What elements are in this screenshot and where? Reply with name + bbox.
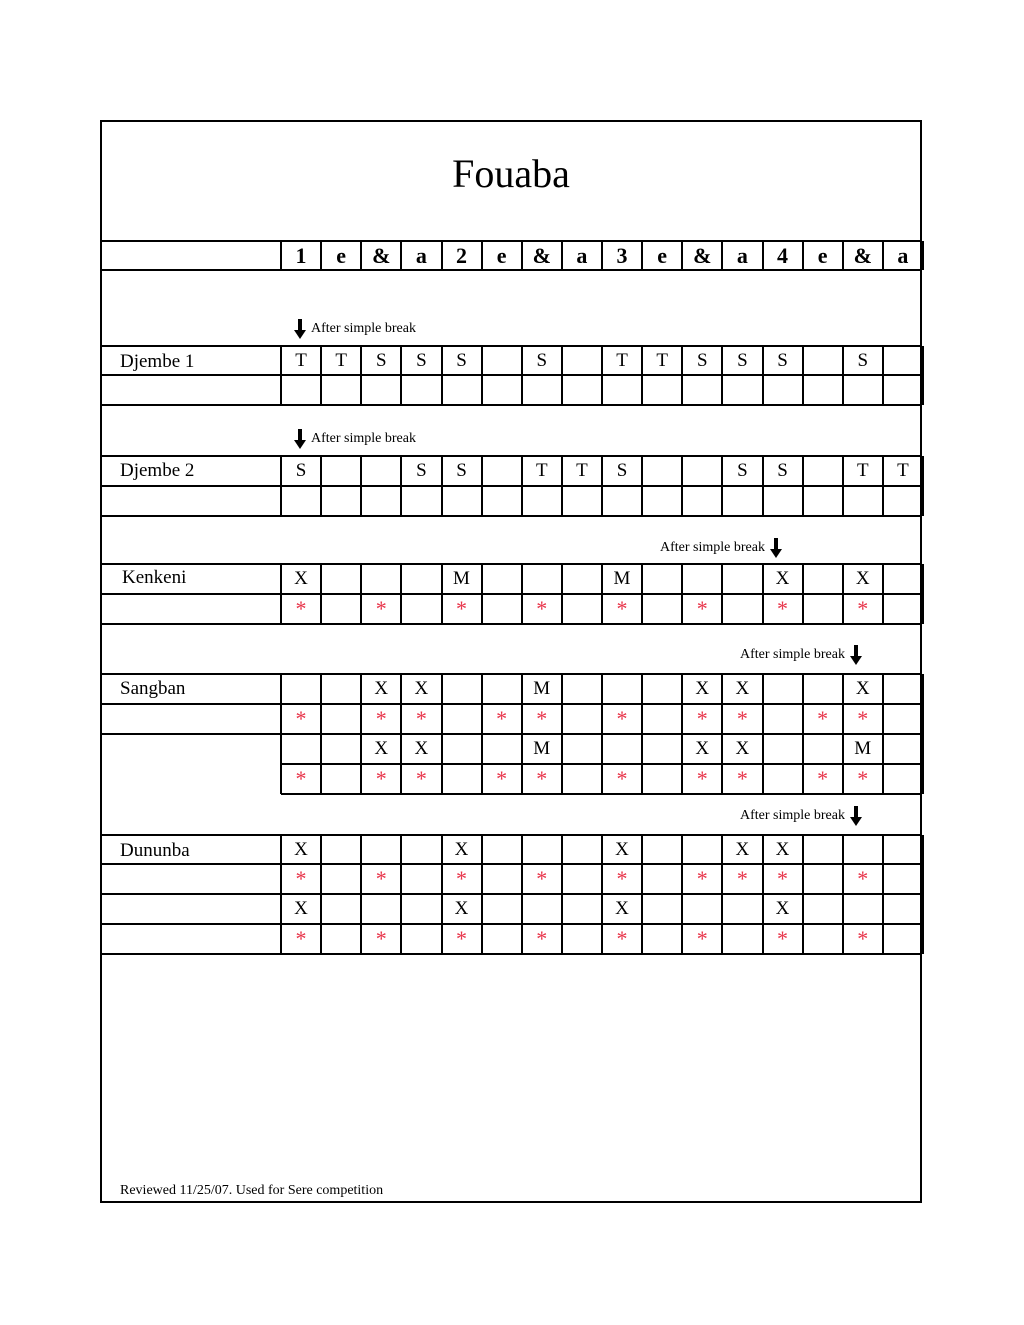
pattern-star: * — [456, 866, 467, 891]
instrument-label: Dununba — [120, 840, 190, 861]
pattern-cell: X — [294, 898, 308, 919]
break-note-text: After simple break — [740, 647, 845, 662]
pattern-star: * — [696, 766, 708, 791]
pattern-star: * — [616, 866, 628, 891]
pattern-star: * — [777, 596, 788, 621]
pattern-cell: S — [737, 460, 748, 481]
pattern-star: * — [456, 926, 467, 951]
break-note-text: After simple break — [660, 540, 765, 555]
pattern-star: * — [777, 926, 788, 951]
break-note — [740, 644, 863, 666]
pattern-star: * — [736, 766, 748, 791]
pattern-star: * — [736, 706, 748, 731]
pattern-cell: M — [533, 738, 551, 759]
pattern-star: * — [857, 866, 869, 891]
instrument-label: Djembe 1 — [120, 351, 195, 372]
pattern-cell: S — [857, 350, 869, 371]
pattern-cell: T — [295, 350, 307, 371]
instrument-label: Sangban — [120, 678, 186, 699]
pattern-cell: T — [535, 460, 548, 481]
beat-header-14: & — [853, 243, 872, 268]
pattern-cell: S — [696, 350, 708, 371]
pattern-cell: X — [775, 839, 790, 860]
pattern-cell: X — [414, 738, 429, 759]
pattern-cell: S — [295, 460, 307, 481]
pattern-cell: X — [615, 898, 629, 919]
pattern-star: * — [857, 766, 869, 791]
beat-header-5: e — [496, 243, 507, 268]
break-note — [293, 318, 416, 340]
pattern-cell: S — [777, 460, 788, 481]
pattern-star: * — [817, 766, 829, 791]
pattern-star: * — [295, 766, 307, 791]
pattern-cell: S — [456, 460, 467, 481]
beat-header-3: a — [415, 243, 427, 268]
break-note-text: After simple break — [311, 431, 416, 446]
pattern-star: * — [295, 706, 307, 731]
pattern-star: * — [857, 706, 869, 731]
pattern-cell: S — [456, 350, 467, 371]
pattern-star: * — [375, 866, 387, 891]
pattern-cell: S — [536, 350, 548, 371]
arrow-down-icon — [293, 318, 307, 340]
beat-header-8: 3 — [616, 243, 628, 268]
pattern-cell: X — [615, 839, 629, 860]
column-divider — [922, 346, 924, 405]
pattern-cell: M — [533, 678, 551, 699]
column-divider — [681, 456, 683, 516]
pattern-star: * — [616, 706, 628, 731]
pattern-cell: X — [374, 678, 389, 699]
pattern-cell: S — [416, 460, 427, 481]
break-note — [293, 428, 416, 450]
pattern-cell: T — [335, 350, 347, 371]
pattern-cell: T — [616, 350, 628, 371]
pattern-cell: M — [854, 738, 872, 759]
pattern-cell: X — [695, 678, 710, 699]
pattern-star: * — [496, 766, 508, 791]
pattern-star: * — [375, 926, 387, 951]
pattern-cell: S — [375, 350, 387, 371]
footer-note: Reviewed 11/25/07. Used for Sere competition — [120, 1183, 384, 1198]
pattern-star: * — [696, 866, 708, 891]
pattern-star: * — [777, 866, 788, 891]
pattern-cell: X — [294, 568, 308, 589]
pattern-star: * — [375, 596, 387, 621]
instrument-label: Djembe 2 — [120, 460, 195, 481]
pattern-cell: X — [695, 738, 710, 759]
pattern-star: * — [295, 866, 307, 891]
pattern-star: * — [536, 866, 548, 891]
pattern-star: * — [857, 596, 869, 621]
pattern-star: * — [817, 706, 829, 731]
arrow-down-icon — [849, 644, 863, 666]
beat-header-13: e — [817, 243, 828, 268]
pattern-cell: S — [416, 350, 427, 371]
beat-header-0: 1 — [295, 243, 307, 268]
pattern-cell: M — [613, 568, 631, 589]
pattern-star: * — [536, 706, 548, 731]
beat-header-15: a — [897, 243, 909, 268]
pattern-cell: T — [897, 460, 909, 481]
column-divider — [922, 835, 924, 954]
beat-header-2: & — [372, 243, 391, 268]
pattern-star: * — [375, 766, 387, 791]
pattern-cell: S — [777, 350, 788, 371]
pattern-star: * — [536, 596, 548, 621]
pattern-cell: T — [576, 460, 588, 481]
pattern-star: * — [295, 596, 307, 621]
row-line — [100, 404, 922, 406]
beat-header-12: 4 — [777, 243, 788, 268]
pattern-cell: X — [454, 839, 469, 860]
pattern-star: * — [696, 706, 708, 731]
pattern-star: * — [696, 926, 708, 951]
pattern-star: * — [415, 766, 427, 791]
instrument-label: Kenkeni — [122, 567, 187, 588]
beat-header-4: 2 — [456, 243, 467, 268]
column-divider — [922, 564, 924, 624]
pattern-cell: T — [856, 460, 869, 481]
pattern-cell: X — [855, 678, 870, 699]
break-note-text: After simple break — [311, 321, 416, 336]
beat-header-6: & — [532, 243, 551, 268]
pattern-cell: X — [374, 738, 389, 759]
pattern-star: * — [616, 766, 628, 791]
pattern-star: * — [616, 926, 628, 951]
beat-header-11: a — [736, 243, 748, 268]
pattern-cell: X — [775, 898, 790, 919]
pattern-star: * — [375, 706, 387, 731]
pattern-cell: X — [775, 568, 790, 589]
beat-header-7: a — [576, 243, 588, 268]
pattern-star: * — [736, 866, 748, 891]
pattern-cell: M — [453, 568, 470, 589]
pattern-cell: X — [454, 898, 469, 919]
pattern-cell: S — [737, 350, 748, 371]
pattern-cell: X — [735, 678, 750, 699]
row-line — [100, 673, 922, 675]
row-line — [100, 515, 922, 517]
pattern-star: * — [536, 766, 548, 791]
beat-header-10: & — [693, 243, 712, 268]
pattern-star: * — [536, 926, 548, 951]
arrow-down-icon — [769, 537, 783, 559]
pattern-star: * — [456, 596, 467, 621]
pattern-cell: X — [735, 738, 750, 759]
pattern-star: * — [857, 926, 869, 951]
pattern-star: * — [616, 596, 628, 621]
pattern-cell: S — [616, 460, 628, 481]
arrow-down-icon — [293, 428, 307, 450]
pattern-star: * — [696, 596, 708, 621]
pattern-star: * — [415, 706, 427, 731]
column-divider — [360, 456, 362, 516]
beat-header-1: e — [336, 243, 346, 268]
break-note-text: After simple break — [740, 808, 845, 823]
column-divider — [922, 674, 924, 794]
break-note — [740, 805, 863, 827]
pattern-cell: T — [656, 350, 668, 371]
beat-header-9: e — [657, 243, 667, 268]
page-title: Fouaba — [452, 151, 570, 196]
pattern-cell: X — [414, 678, 429, 699]
pattern-cell: X — [735, 839, 750, 860]
pattern-cell: X — [294, 839, 308, 860]
pattern-star: * — [496, 706, 508, 731]
break-note — [660, 537, 783, 559]
pattern-cell: X — [855, 568, 870, 589]
arrow-down-icon — [849, 805, 863, 827]
pattern-star: * — [295, 926, 307, 951]
